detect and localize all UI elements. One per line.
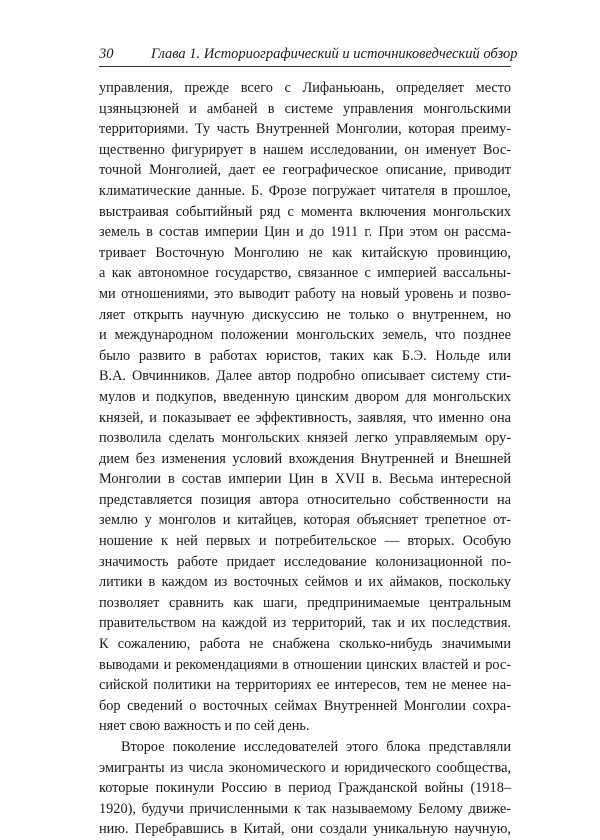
text-line: тривает Восточную Монголию не как китайскую провинцию,	[99, 244, 511, 261]
text-line: управления, прежде всего с Лифаньюань, определяет место	[99, 80, 511, 96]
text-line: Монголии в состав империи Цин в XVII в. Весьма интересной	[99, 471, 511, 488]
paragraph	[99, 78, 511, 737]
text-line: бор сведений о восточных сеймах Внутренней Монголии сохра-	[99, 697, 511, 714]
text-line: значимость работе придает исследование колонизационной по-	[99, 553, 511, 570]
text-line: щественно фигурирует в нашем исследовании, он именует Вос-	[99, 141, 511, 158]
text-line: К сожалению, работа не снабжена сколько-нибудь значимыми	[99, 636, 511, 653]
header-divider	[99, 66, 511, 67]
text-line: представляется позиция автора относительно собственности на	[99, 491, 511, 508]
page-header	[99, 44, 518, 64]
text-line: няет свою важность и по сей день.	[99, 718, 310, 735]
text-line: ношение к ней первых и потребительское — вторых. Особую	[99, 533, 511, 550]
text-line: дием без изменения условий вхождения Внутренней и Внешней	[99, 450, 511, 467]
body-text	[99, 78, 511, 840]
text-line: В.А. Овчинников. Далее автор подробно описывает систему сти-	[99, 368, 511, 385]
text-line: и международном положении монгольских земель, что позднее	[99, 327, 511, 344]
text-line: нию. Перебравшись в Китай, они создали уникальную научную,	[99, 821, 511, 838]
text-line: князей, и показывает ее эффективность, заявляя, что именно она	[99, 409, 511, 426]
text-line: позволила сделать монгольских князей легко управляемым ору-	[99, 430, 511, 447]
paragraph	[99, 737, 511, 840]
page-number: 30	[99, 46, 114, 62]
text-line: правительством на каждой из территорий, так и их последствия.	[99, 615, 511, 632]
text-line: точной Монголией, дает ее географическое описание, приводит	[99, 162, 511, 179]
text-line: территориями. Ту часть Внутренней Монголии, которая преиму-	[99, 121, 511, 138]
text-line: позволяет сравнить как шаги, предпринимаемые центральным	[99, 594, 511, 611]
text-line: 1920), будучи причисленными к так называемому Белому движе-	[99, 800, 511, 817]
text-line: выстраивая событийный ряд с момента включения монгольских	[99, 203, 511, 220]
text-line: литики в каждом из восточных сеймов и их аймаков, поскольку	[99, 574, 511, 591]
text-line: а как автономное государство, связанное с империей вассальны-	[99, 265, 511, 282]
text-line: которые покинули Россию в период Гражданской войны (1918–	[99, 780, 511, 797]
text-line: эмигранты из числа экономического и юридического сообщества,	[99, 759, 511, 776]
text-line: земель в состав империи Цин и до 1911 г. При этом он рассма-	[99, 224, 511, 241]
text-line: сийской политики на территориях ее интересов, тем не менее на-	[99, 677, 511, 694]
running-title: Глава 1. Историографический и источниковедческий обзор	[151, 46, 518, 62]
text-line: мулов и подкупов, введенную цинским двором для монгольских	[99, 388, 511, 405]
text-line: цзяньцзюней и амбаней в системе управления монгольскими	[99, 100, 511, 117]
text-line: выводами и рекомендациями в отношении цинских властей и рос-	[99, 656, 511, 673]
text-line: ми отношениями, это выводит работу на новый уровень и позво-	[99, 285, 511, 302]
text-line: ляет открыть научную дискуссию не только о внутреннем, но	[99, 306, 511, 323]
text-line: землю у монголов и китайцев, которая объясняет трепетное от-	[99, 512, 511, 529]
text-line: было развито в работах юристов, таких как Б.Э. Нольде или	[99, 347, 511, 364]
text-line: Второе поколение исследователей этого блока представляли	[121, 739, 511, 755]
text-line: климатические данные. Б. Фрозе погружает читателя в прошлое,	[99, 182, 511, 199]
